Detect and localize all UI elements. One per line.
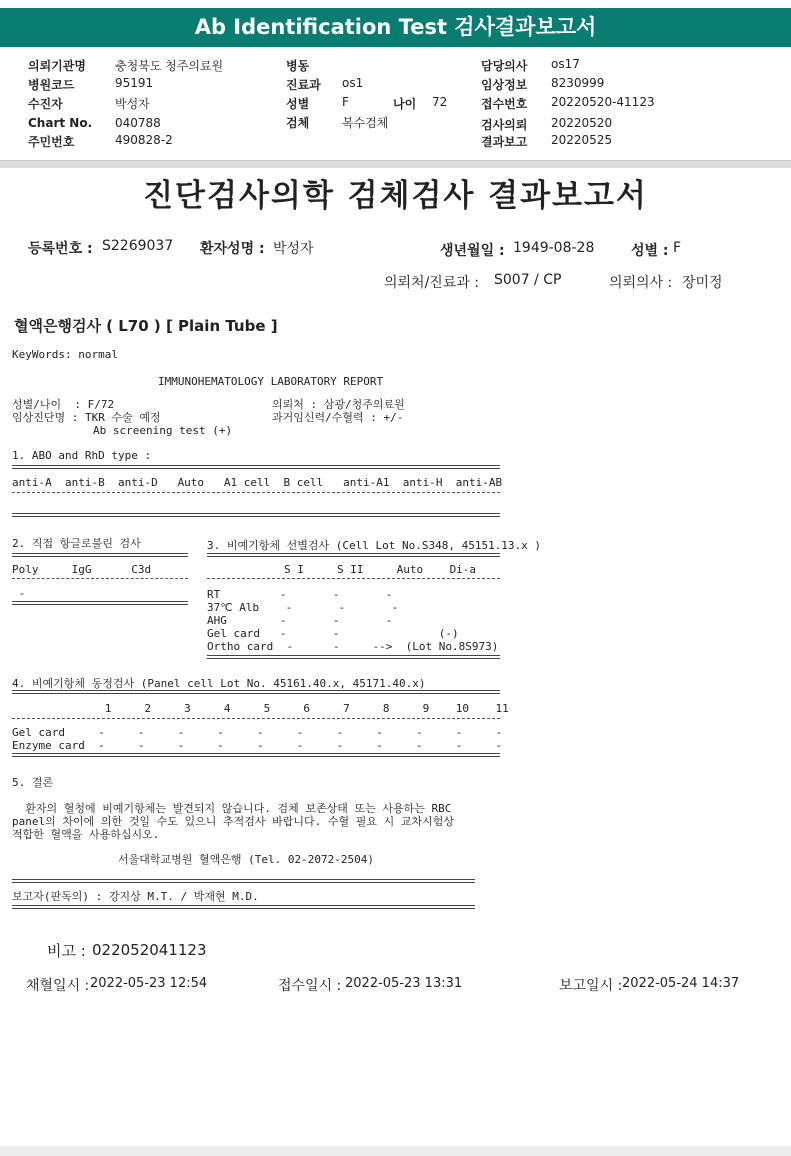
recipient-label: 수진자 <box>28 97 63 111</box>
reg-no-label: 등록번호 : <box>28 241 93 257</box>
screen-row-ortho: Ortho card - - --> (Lot No.8S973) <box>207 640 499 653</box>
report-time-label: 보고일시 : <box>559 978 623 994</box>
panel-header: 1 2 3 4 5 6 7 8 9 10 11 <box>12 702 509 715</box>
patient-sex-value: F <box>673 240 682 256</box>
specimen-label: 검체 <box>286 116 310 130</box>
dat-value: - <box>12 587 26 600</box>
clinical-info-label: 임상정보 <box>481 78 528 92</box>
screening-line: Ab screening test (+) <box>93 424 233 437</box>
report-title: 진단검사의학 검체검사 결과보고서 <box>143 178 648 214</box>
page-bottom-band <box>0 1146 791 1156</box>
clinic-label: 의뢰처/진료과 : <box>384 275 480 291</box>
dat-bottom-rule <box>12 601 188 605</box>
history-line: 과거임신력/수혈력 : +/- <box>272 411 404 424</box>
reporter-line: 보고자(판독의) : 강지상 M.T. / 박재현 M.D. <box>12 890 259 903</box>
test-request-label: 검사의뢰 <box>481 118 528 132</box>
header-divider <box>0 160 791 168</box>
remark-value: 022052041123 <box>92 941 207 959</box>
result-report-label: 결과보고 <box>481 135 528 149</box>
patient-name-label: 환자성명 : <box>200 241 265 257</box>
receipt-no-value: 20220520-41123 <box>551 95 655 109</box>
chart-value: 040788 <box>115 116 161 130</box>
panel-bottom-rule <box>12 753 500 757</box>
result-report-value: 20220525 <box>551 133 613 147</box>
reg-no-value: S2269037 <box>102 238 174 254</box>
receipt-no-label: 접수번호 <box>481 97 528 111</box>
recipient-value: 박성자 <box>115 97 150 111</box>
screen-row-rt: RT - - - <box>207 588 393 601</box>
patient-sex-label: 성별 : <box>631 243 669 259</box>
report-time-value: 2022-05-24 14:37 <box>622 976 740 991</box>
lab-report-title: IMMUNOHEMATOLOGY LABORATORY REPORT <box>158 375 384 388</box>
institution-label: 의뢰기관명 <box>28 59 86 73</box>
conclusion-line-2: panel의 차이에 의한 것일 수도 있으니 추적검사 바랍니다. 수혈 필요 시 교차시험상 <box>12 815 454 828</box>
hospital-code-label: 병원코드 <box>28 78 75 92</box>
collect-time-value: 2022-05-23 12:54 <box>90 976 208 991</box>
clinical-info-value: 8230999 <box>551 76 605 90</box>
receive-time-label: 접수일시 : <box>278 978 342 994</box>
panel-title: 4. 비예기항체 동정검사 (Panel cell Lot No. 45161.40.x, 45171.40.x) <box>12 677 426 690</box>
dat-top-rule <box>12 553 188 557</box>
conclusion-line-1: 환자의 혈청에 비예기항체는 발견되지 않습니다. 검체 보존상태 또는 사용하는 RBC <box>12 802 452 815</box>
age-value: 72 <box>432 95 448 109</box>
conclusion-title: 5. 결론 <box>12 776 54 789</box>
panel-dash-rule <box>12 718 500 719</box>
screen-dash-rule <box>207 578 500 579</box>
abo-dash-rule <box>12 492 500 493</box>
resident-value: 490828-2 <box>115 133 173 147</box>
req-doctor-label: 의뢰의사 : <box>609 275 673 291</box>
institution-value: 충청북도 청주의료원 <box>115 59 224 73</box>
dob-label: 생년월일 : <box>440 243 505 259</box>
screen-row-ahg: AHG - - - <box>207 614 393 627</box>
report-banner: Ab Identification Test 검사결과보고서 <box>0 8 791 47</box>
referrer-line: 의뢰처 : 삼광/청주의료원 <box>272 398 405 411</box>
abo-top-rule <box>12 465 500 469</box>
collect-time-label: 채혈일시 : <box>26 978 90 994</box>
receive-time-value: 2022-05-23 13:31 <box>345 976 463 991</box>
panel-row-gel: Gel card - - - - - - - - - - - <box>12 726 503 739</box>
screen-title: 3. 비예기항체 선별검사 (Cell Lot No.S348, 45151.13.x ) <box>207 539 542 552</box>
clinic-value: S007 / CP <box>494 272 562 288</box>
section-title: 혈액은행검사 ( L70 ) [ Plain Tube ] <box>14 317 278 335</box>
panel-top-rule <box>12 690 500 694</box>
dat-dash-rule <box>12 578 188 579</box>
ward-label: 병동 <box>286 59 310 73</box>
sex-label: 성별 <box>286 97 310 111</box>
abo-header: anti-A anti-B anti-D Auto A1 cell B cell anti-A1 anti-H anti-AB <box>12 476 503 489</box>
dat-header: Poly IgG C3d <box>12 563 152 576</box>
screen-bottom-rule <box>207 655 500 659</box>
req-doctor-value: 장미정 <box>682 275 723 291</box>
blood-bank-line: 서울대학교병원 혈액은행 (Tel. 02-2072-2504) <box>118 853 374 866</box>
chart-label: Chart No. <box>28 116 93 130</box>
doctor-label: 담당의사 <box>481 59 528 73</box>
keywords: KeyWords: normal <box>12 348 118 361</box>
screen-top-rule <box>207 553 500 557</box>
screen-header: S I S II Auto Di-a <box>284 563 477 576</box>
reporter-top-rule <box>12 879 475 883</box>
abo-bottom-rule <box>12 513 500 517</box>
age-label: 나이 <box>393 97 417 111</box>
patient-name-value: 박성자 <box>273 241 314 257</box>
reporter-bottom-rule <box>12 905 475 909</box>
department-label: 진료과 <box>286 78 321 92</box>
test-request-value: 20220520 <box>551 116 613 130</box>
conclusion-line-3: 적합한 혈액을 사용하십시오. <box>12 828 160 841</box>
dat-title: 2. 직접 항글로불린 검사 <box>12 537 141 550</box>
screen-row-gel: Gel card - - (-) <box>207 627 459 640</box>
panel-row-enzyme: Enzyme card - - - - - - - - - - - <box>12 739 503 752</box>
abo-title: 1. ABO and RhD type : <box>12 449 152 462</box>
doctor-value: os17 <box>551 57 580 71</box>
remark-label: 비고 : <box>47 942 86 960</box>
specimen-value: 복수검체 <box>342 116 389 130</box>
screen-row-alb: 37℃ Alb - - - <box>207 601 399 614</box>
department-value: os1 <box>342 76 364 90</box>
sex-value: F <box>342 95 349 109</box>
resident-label: 주민번호 <box>28 135 75 149</box>
sex-age-line: 성별/나이 : F/72 <box>12 398 115 411</box>
hospital-code-value: 95191 <box>115 76 154 90</box>
diagnosis-line: 임상진단명 : TKR 수술 예정 <box>12 411 161 424</box>
dob-value: 1949-08-28 <box>513 240 595 256</box>
